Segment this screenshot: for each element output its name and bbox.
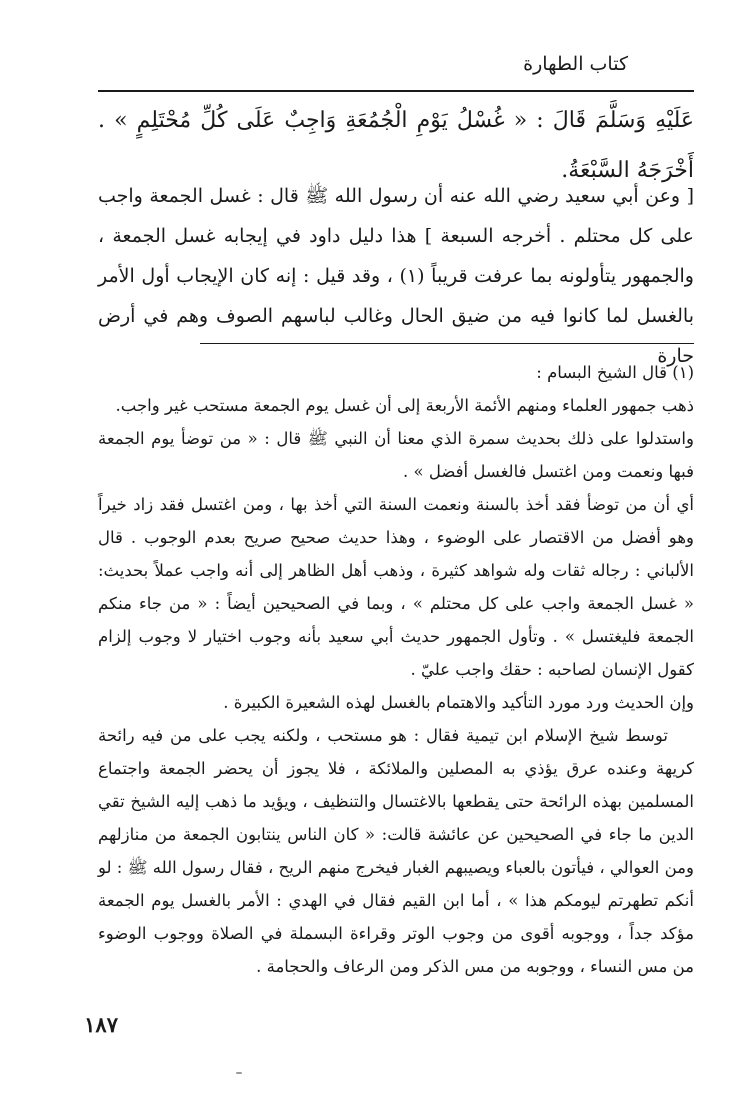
running-header: كتاب الطهارة — [523, 53, 628, 75]
footnote-paragraph: واستدلوا على ذلك بحديث سمرة الذي معنا أن النبي ﷺ قال : « من توضأ يوم الجمعة فبها ونعمت ومن اغتسل فالغسل أفضل » . — [98, 429, 694, 481]
footnote-paragraph: وإن الحديث ورد مورد التأكيد والاهتمام بالغسل لهذه الشعيرة الكبيرة . — [223, 693, 694, 712]
footnote-paragraph: ذهب جمهور العلماء ومنهم الأئمة الأربعة إلى أن غسل يوم الجمعة مستحب غير واجب. — [115, 396, 694, 415]
footnote-paragraph: توسط شيخ الإسلام ابن تيمية فقال : هو مستحب ، ولكنه يجب على من فيه رائحة كريهة وعنده عرق يؤذي به المصلين والملائكة ، فلا يجوز أن يحضر الجمعة واجتماع المسلمين بهذه الرائحة حتى يقطعها بالاغتسال والتنظيف ، ويؤيد ما ذهب إليه الشيخ تقي الدين ما جاء في الصحيحين عن عائشة قالت: « كان الناس ينتابون الجمعة من منازلهم ومن العوالي ، فيأتون بالعباء ويصيبهم الغبار فيخرج منهم الريح ، فقال رسول الله ﷺ : لو أنكم تطهرتم ليومكم هذا » ، أما ابن القيم فقال في الهدي : الأمر بالغسل يوم الجمعة مؤكد جداً ، ووجوبه أقوى من وجوب الوتر وقراءة البسملة في الصلاة ووجوب الوضوء من مس النساء ، ووجوبه من مس الذكر ومن الرعاف والحجامة . — [97, 726, 694, 976]
scan-smudge — [236, 1072, 242, 1074]
commentary-text: [ وعن أبي سعيد رضي الله عنه أن رسول الله ﷺ قال : غسل الجمعة واجب على كل محتلم . أخرجه السبعة ] هذا دليل داود في إيجابه غسل الجمعة ، والجمهور يتأولونه بما عرفت قريباً (١) ، وقد قيل : إنه كان الإيجاب أول الأمر بالغسل لما كانوا فيه من ضيق الحال وغالب لباسهم الصوف وهم في أرض حارة — [98, 185, 694, 367]
hadith-text: عَلَيْهِ وَسَلَّمَ قَالَ : « غُسْلُ يَوْمِ الْجُمُعَةِ وَاجِبٌ عَلَى كُلِّ مُحْتَلِمٍ » . أَخْرَجَهُ السَّبْعَةُ. — [98, 108, 694, 183]
header-divider — [98, 90, 694, 92]
footnote-heading: (١) قال الشيخ البسام : — [536, 363, 694, 382]
footnotes — [98, 356, 694, 983]
footnote-paragraph: أي أن من توضأ فقد أخذ بالسنة ونعمت السنة التي أخذ بها ، ومن اغتسل فقد زاد خيراً وهو أفضل من الاقتصار على الوضوء ، وهذا حديث صحيح صريح بعدم الوجوب . قال الألباني : رجاله ثقات وله شواهد كثيرة ، وذهب أهل الظاهر إلى أنه واجب عملاً بحديث: « غسل الجمعة واجب على كل محتلم » ، وبما في الصحيحين أيضاً : « من جاء منكم الجمعة فليغتسل » . وتأول الجمهور حديث أبي سعيد بأنه وجوب اختيار لا وجوب إلزام كقول الإنسان لصاحبه : حقك واجب عليّ . — [98, 495, 694, 679]
footnote-divider — [200, 343, 694, 344]
page-number: ١٨٧ — [84, 1012, 118, 1037]
